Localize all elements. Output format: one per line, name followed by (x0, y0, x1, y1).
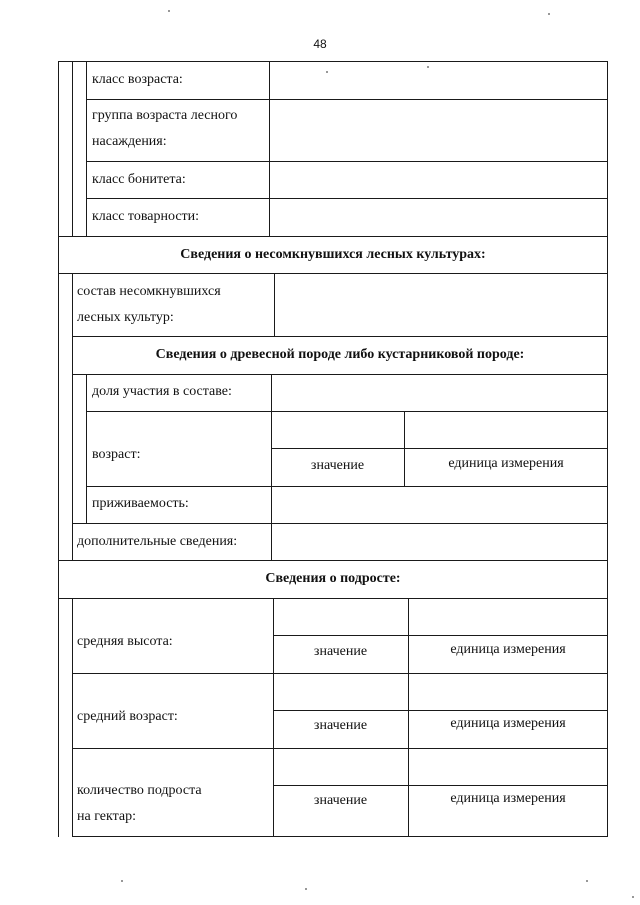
unit-label: единица измерения (450, 716, 566, 731)
count-per-hectare-label-line2: на гектар: (77, 809, 136, 824)
table-left-border (58, 61, 59, 598)
section-divider (58, 598, 608, 599)
cell-divider (271, 448, 608, 449)
nest-line (86, 61, 87, 236)
age-group-label-line2: насаждения: (92, 134, 167, 149)
scan-speck (168, 10, 170, 12)
page-number: 48 (313, 37, 327, 51)
age-label: возраст: (92, 447, 141, 462)
unit-label: единица измерения (450, 642, 566, 657)
avg-height-label: средняя высота: (77, 634, 173, 649)
composition-label-line2: лесных культур: (77, 310, 174, 325)
value-label: значение (310, 458, 365, 473)
forest-form-table (58, 61, 608, 842)
count-per-hectare-label-line1: количество подроста (77, 783, 202, 798)
column-divider (269, 61, 270, 236)
row-divider (72, 748, 608, 749)
marketability-class-label: класс товарности: (92, 209, 200, 224)
scan-speck (586, 880, 588, 882)
value-label: значение (313, 644, 368, 659)
section-divider (58, 560, 608, 561)
nest-line (72, 273, 73, 560)
section-title-undergrowth: Сведения о подросте: (265, 571, 401, 586)
row-divider (86, 486, 608, 487)
table-bottom-border (72, 836, 608, 837)
nest-line (86, 374, 87, 523)
row-divider (72, 523, 608, 524)
value-label: значение (313, 718, 368, 733)
section-title-tree-species: Сведения о древесной породе либо кустарниковой породе: (155, 347, 525, 362)
additional-info-label: дополнительные сведения: (77, 534, 238, 549)
cell-divider (273, 635, 608, 636)
survival-label: приживаемость: (92, 496, 189, 511)
share-label: доля участия в составе: (92, 384, 232, 399)
age-group-label-line1: группа возраста лесного (92, 108, 238, 123)
scan-speck (121, 880, 123, 882)
value-label: значение (313, 793, 368, 808)
unit-label: единица измерения (448, 456, 564, 471)
row-divider (86, 161, 608, 162)
scan-speck (548, 13, 550, 15)
nest-line (72, 598, 73, 837)
unit-label: единица измерения (450, 791, 566, 806)
scan-speck (305, 888, 307, 890)
bonitet-class-label: класс бонитета: (92, 172, 186, 187)
section-divider (58, 236, 608, 237)
row-divider (86, 411, 608, 412)
row-divider (86, 198, 608, 199)
column-divider (274, 273, 275, 336)
table-left-border (58, 598, 59, 837)
composition-label-line1: состав несомкнувшихся (77, 284, 221, 299)
scan-speck (632, 896, 634, 898)
nest-line (72, 61, 73, 236)
section-divider (72, 374, 608, 375)
section-divider (72, 336, 608, 337)
row-divider (72, 673, 608, 674)
avg-age-label: средний возраст: (77, 709, 178, 724)
row-divider (86, 99, 608, 100)
table-top-border (58, 61, 608, 62)
section-divider (58, 273, 608, 274)
age-class-label: класс возраста: (92, 72, 183, 87)
section-title-unclosed-cultures: Сведения о несомкнувшихся лесных культурах: (180, 247, 486, 262)
